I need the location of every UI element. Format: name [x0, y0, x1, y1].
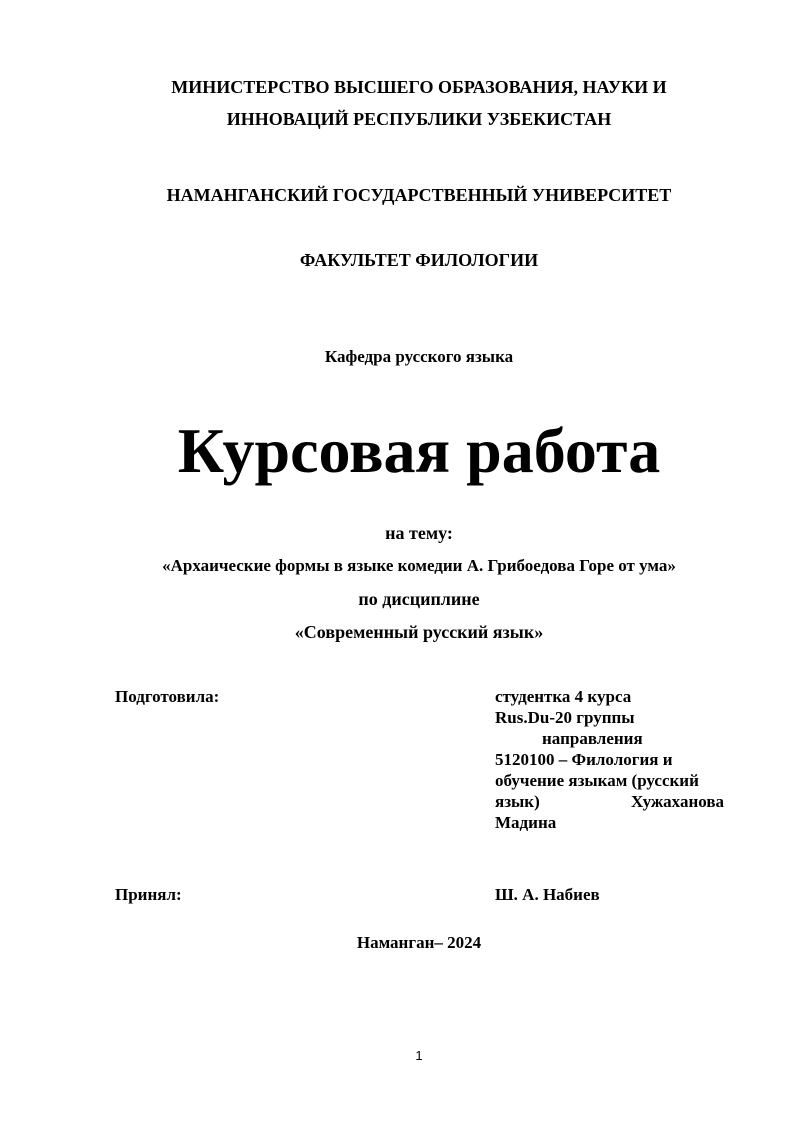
faculty-name: ФАКУЛЬТЕТ ФИЛОЛОГИИ: [299, 250, 539, 270]
author-first-name: Мадина: [495, 813, 557, 832]
department-name: Кафедра русского языка: [324, 347, 514, 366]
topic-text: «Архаические формы в языке комедии А. Грибоедова Горе от ума»: [162, 556, 676, 575]
discipline-name: «Современный русский язык»: [294, 622, 544, 642]
author-course: студентка 4 курса: [495, 687, 632, 706]
city-year: Наманган– 2024: [356, 933, 482, 952]
author-direction-language: язык): [495, 792, 540, 811]
ministry-line-1: МИНИСТЕРСТВО ВЫСШЕГО ОБРАЗОВАНИЯ, НАУКИ И: [171, 77, 667, 97]
author-direction-name-end: [495, 791, 724, 812]
author-group: Rus.Du-20 группы: [495, 708, 635, 727]
ministry-line-2: ИННОВАЦИЙ РЕСПУБЛИКИ УЗБЕКИСТАН: [226, 109, 612, 129]
author-direction-code: 5120100 – Филология и: [495, 750, 673, 769]
document-title: Курсовая работа: [177, 415, 661, 486]
accepted-by-label: Принял:: [115, 885, 182, 904]
page-number: 1: [415, 1048, 423, 1063]
author-direction-label: направления: [542, 729, 643, 748]
author-direction-name: обучение языкам (русский: [495, 771, 699, 790]
author-surname: Хужаханова: [630, 792, 724, 811]
reviewer-name: Ш. А. Набиев: [495, 885, 600, 904]
university-name: НАМАНГАНСКИЙ ГОСУДАРСТВЕННЫЙ УНИВЕРСИТЕТ: [166, 185, 672, 205]
prepared-by-label: Подготовила:: [115, 687, 220, 706]
discipline-label: по дисциплине: [358, 589, 480, 609]
topic-label: на тему:: [385, 523, 453, 543]
author-details: [495, 686, 724, 833]
